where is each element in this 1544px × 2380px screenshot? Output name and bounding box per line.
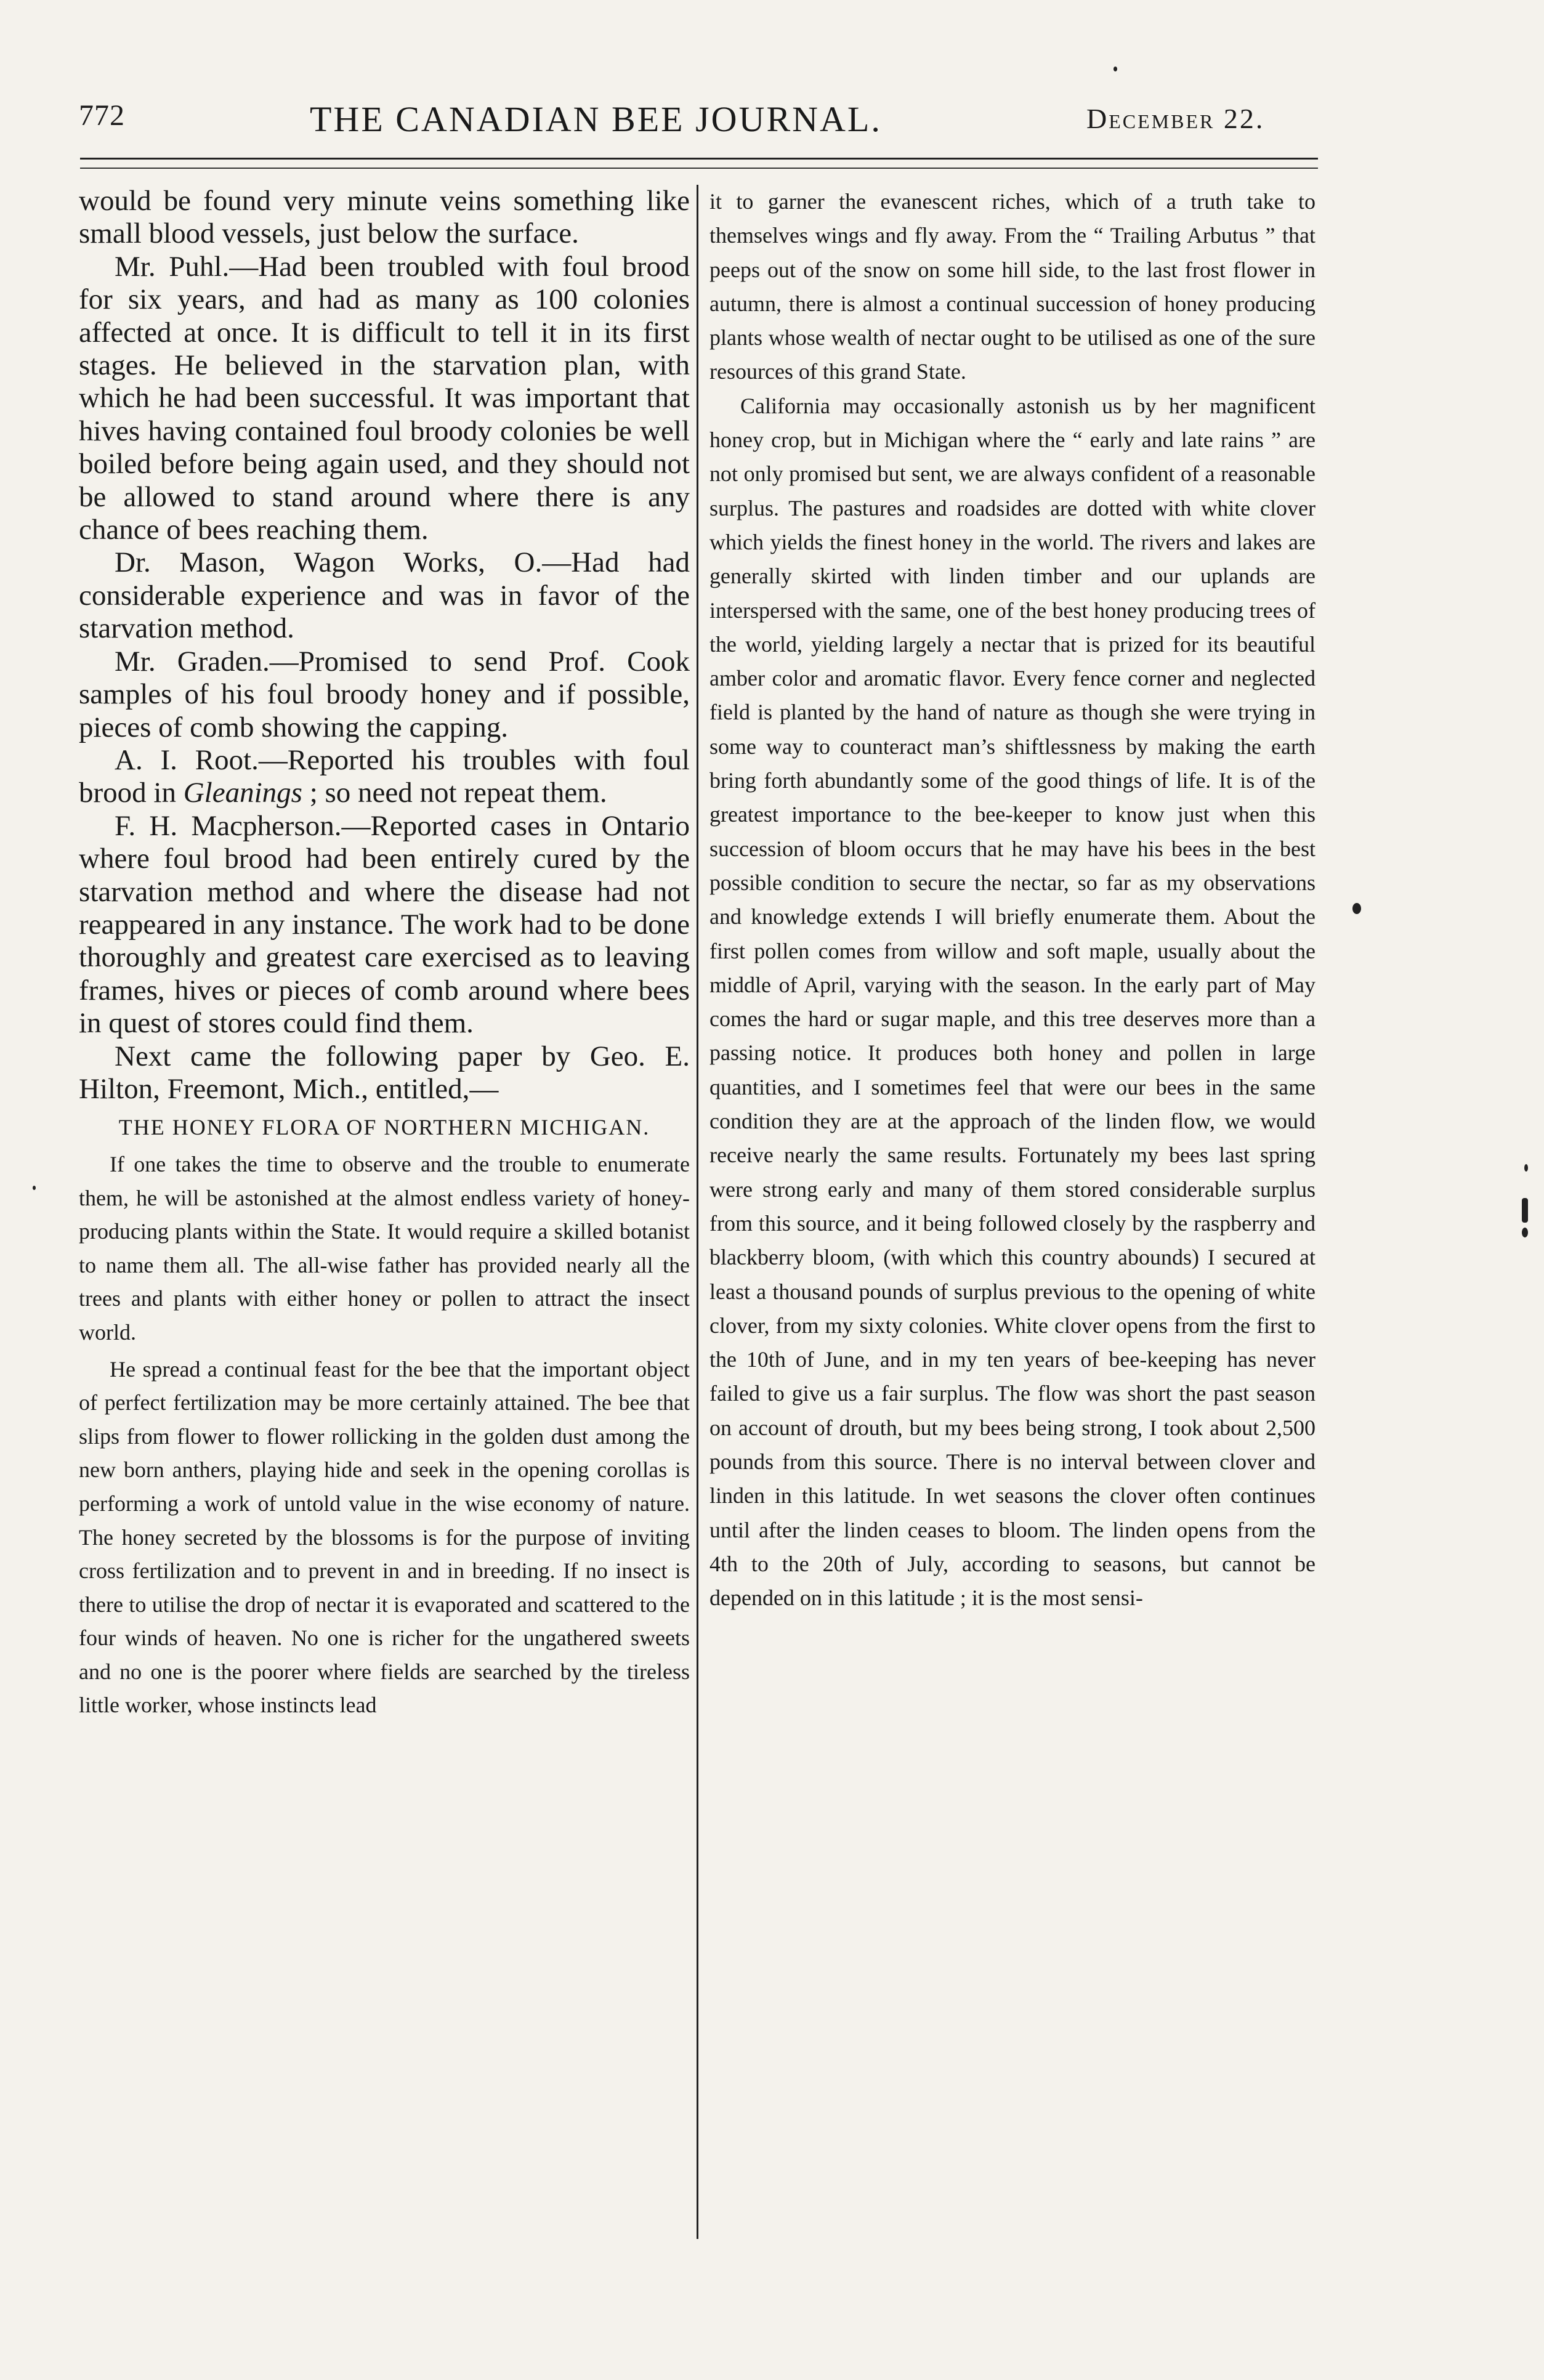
periodical-title: Gleanings <box>183 777 302 809</box>
print-speck <box>1352 903 1361 914</box>
report-paragraph: Dr. Mason, Wagon Works, O.—Had had considerable experience and was in favor of the starvation method. <box>79 546 690 645</box>
report-paragraph: Mr. Puhl.—Had been troubled with foul brood for six years, and had as many as 100 colonies affected at once. It is difficult to tell it in its first stages. He believed in the starvation plan, with which he had been successful. It was important that hives having contained foul broody colonies be well boiled before being again used, and they should not be allowed to stand around where there is any chance of bees reaching them. <box>79 250 690 546</box>
paper-paragraph: He spread a continual feast for the bee that the important object of perfect fertilization may be more certainly attained. The bee that slips from flower to flower rollicking in the golden dust among the new born anthers, playing hide and seek in the opening corollas is performing a work of untold value in the wise economy of nature. The honey secreted by the blossoms is for the purpose of inviting cross fertilization and to prevent in and in breeding. If no insect is there to utilise the drop of nectar it is evaporated and scattered to the four winds of heaven. No one is richer for the ungathered sweets and no one is the poorer where fields are searched by the tireless little worker, whose instincts lead <box>79 1356 690 1718</box>
paper-paragraph: California may occasionally astonish us by her magnificent honey crop, but in Michigan where the “ early and late rains ” are not only promised but sent, we are always confident of a reasonable surplus. The pastures and roadsides are dotted with white clover which yields the finest honey in the world. The rivers and lakes are generally skirted with linden timber and our uplands are interspersed with the same, one of the best honey producing trees of the world, yielding largely a nectar that is prized for its beautiful amber color and aromatic flavor. Every fence corner and neglected field is planted by the hand of nature as though she were trying in some way to counteract man’s shiftlessness by making the earth bring forth abundantly some of the good things of life. It is of the greatest importance to the bee-keeper to know just when this succession of bloom occurs that he may have his bees in the best possible condition to secure the nectar, so far as my observations and knowledge extends I will briefly enumerate them. About the first pollen comes from willow and soft maple, usually about the middle of April, varying with the season. In the early part of May comes the hard or sugar maple, and this tree deserves more than a passing notice. It produces both honey and pollen in large quantities, and I sometimes feel that were our bees in the same condition they are at the approach of the linden flow, we would receive nearly the same results. Fortunately my bees last spring were strong early and many of them stored considerable surplus from this source, and it being followed closely by the raspberry and blackberry bloom, (with which this country abounds) I secured at least a thousand pounds of surplus previous to the opening of white clover, from my sixty colonies. White clover opens from the first to the 10th of June, and in my ten years of bee-keeping has never failed to give us a fair surplus. The flow was short the past season on account of drouth, but my bees being strong, I took about 2,500 pounds from this source. There is no interval between clover and linden in this latitude. In wet seasons the clover often continues until after the linden ceases to bloom. The linden opens from the 4th to the 20th of July, according to seasons, but cannot be depended on in this latitude ; it is the most sensi- <box>709 393 1316 1611</box>
report-paragraph-root: A. I. Root.—Reported his troubles with foul brood in Gleanings ; so need not repeat them. <box>79 743 690 809</box>
journal-title: THE CANADIAN BEE JOURNAL. <box>310 99 882 139</box>
header-rule-secondary <box>80 168 1318 169</box>
left-column <box>79 185 690 1722</box>
report-paragraph: Mr. Graden.—Promised to send Prof. Cook samples of his foul broody honey and if possible, pieces of comb showing the capping. <box>79 645 690 743</box>
meeting-report <box>79 185 690 1106</box>
right-column <box>709 185 1316 1615</box>
print-speck <box>1114 67 1117 71</box>
print-speck <box>33 1186 36 1190</box>
header-rule <box>80 158 1318 160</box>
print-speck <box>1524 1164 1528 1172</box>
paper-title: THE HONEY FLORA OF NORTHERN MICHIGAN. <box>118 1115 650 1140</box>
page-number: 772 <box>79 99 125 132</box>
report-paragraph: F. H. Macpherson.—Reported cases in Ontario where foul brood had been entirely cured by the starvation method and where the disease had not reappeared in any instance. The work had to be done thoroughly and greatest care exercised as to leaving frames, hives or pieces of comb around where bees in quest of stores could find them. <box>79 809 690 1040</box>
report-paragraph: Next came the following paper by Geo. E. Hilton, Freemont, Mich., entitled,— <box>79 1040 690 1105</box>
paper-body <box>79 1111 690 1722</box>
print-speck <box>1522 1228 1528 1237</box>
column-divider <box>697 185 698 2239</box>
paper-paragraph: If one takes the time to observe and the trouble to enumerate them, he will be astonished at the almost endless variety of honey-producing plants within the State. It would require a skilled botanist to name them all. The all-wise father has provided nearly all the trees and plants with either honey or pollen to attract the insect world. <box>79 1151 690 1345</box>
print-speck <box>1522 1198 1528 1223</box>
report-paragraph: would be found very minute veins something like small blood vessels, just below the surface. <box>79 185 690 250</box>
paper-paragraph: it to garner the evanescent riches, which of a truth take to themselves wings and fly away. From the “ Trailing Arbutus ” that peeps out of the snow on some hill side, to the last frost flower in autumn, there is almost a continual succession of honey producing plants whose wealth of nectar ought to be utilised as one of the sure resources of this grand State. <box>709 189 1316 384</box>
issue-date: December 22. <box>1086 103 1265 134</box>
running-header <box>79 99 1311 154</box>
